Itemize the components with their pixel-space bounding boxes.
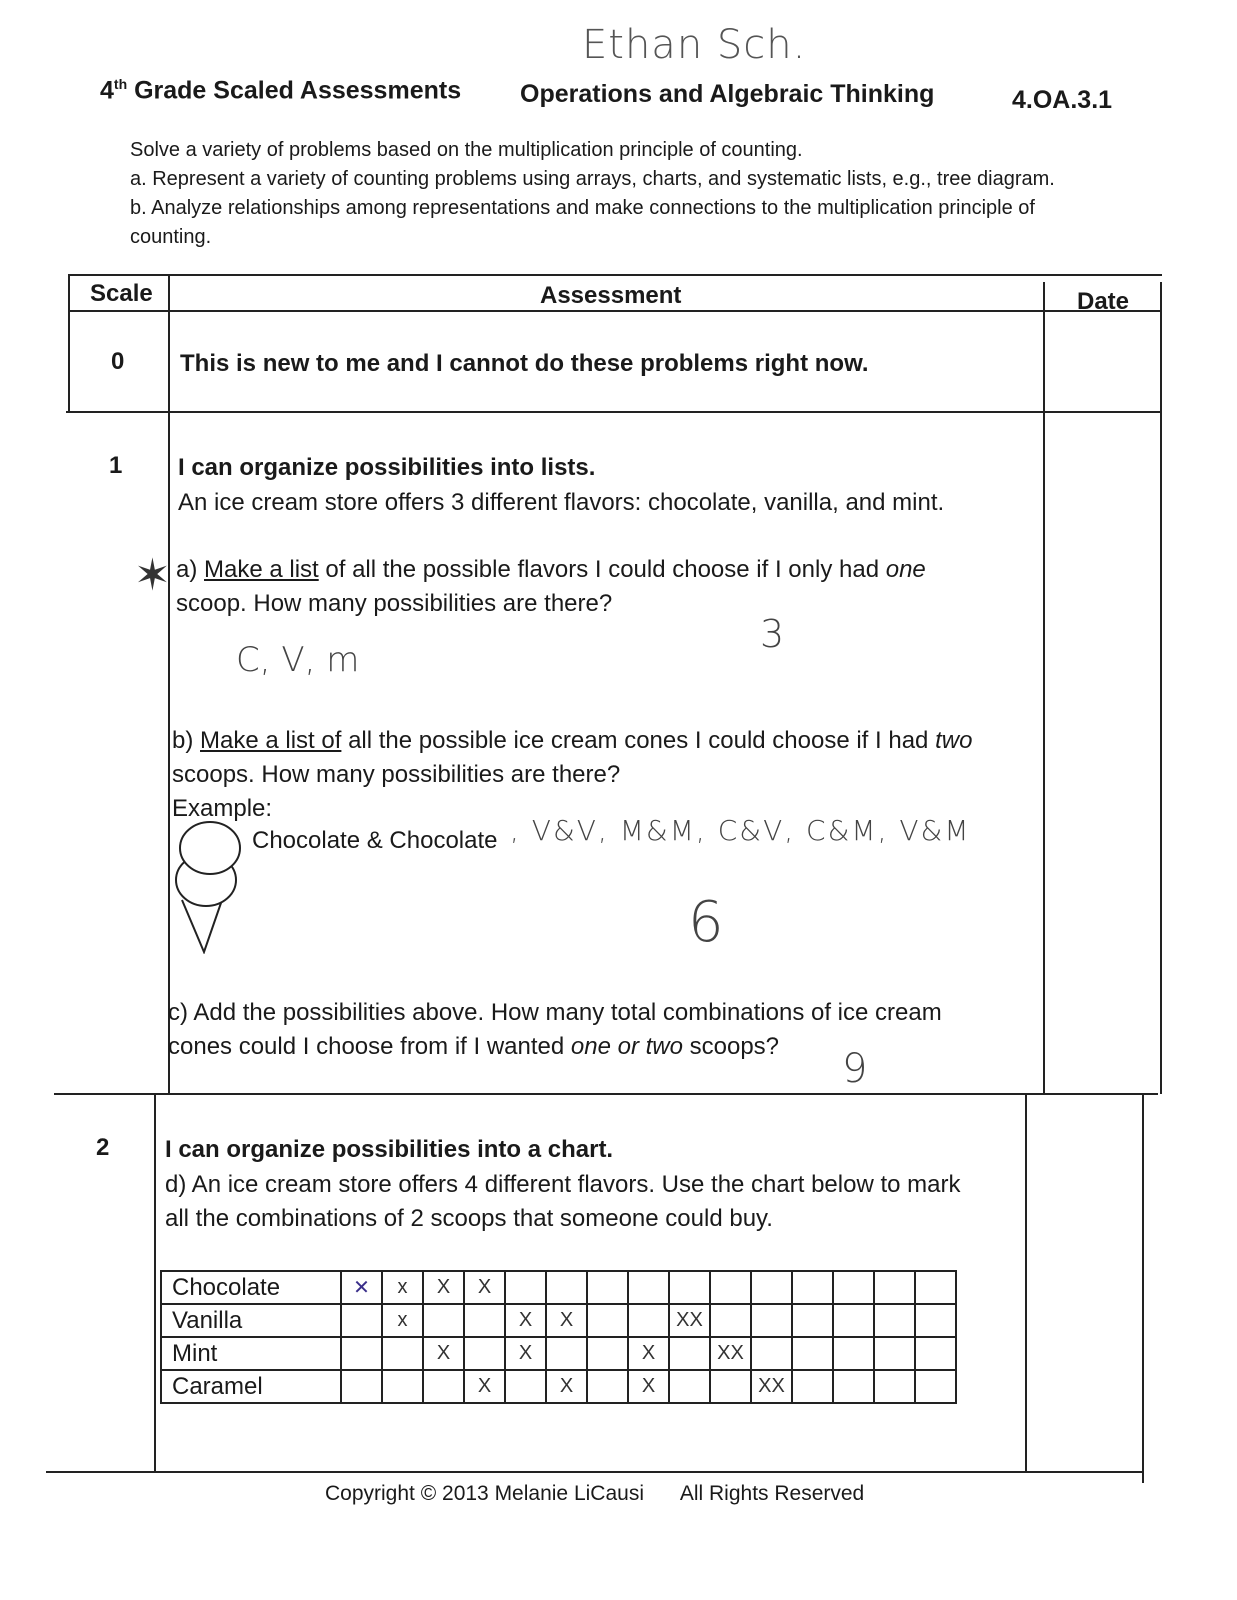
domain-title: Operations and Algebraic Thinking	[520, 80, 935, 108]
chart-row	[161, 1337, 956, 1370]
chart-cell[interactable]: XX	[710, 1337, 751, 1370]
chart-cell[interactable]	[423, 1370, 464, 1403]
chart-row	[161, 1271, 956, 1304]
header-scale: Scale	[90, 280, 153, 307]
chart-cell[interactable]	[464, 1337, 505, 1370]
chart-cell[interactable]	[341, 1304, 382, 1337]
chart-cell[interactable]	[874, 1304, 915, 1337]
chart-cell[interactable]	[915, 1304, 956, 1337]
chart-cell[interactable]	[710, 1370, 751, 1403]
chart-cell[interactable]	[546, 1337, 587, 1370]
chart-cell[interactable]: X	[423, 1337, 464, 1370]
question-d: d) An ice cream store offers 4 different flavors. Use the chart below to mark all the combinations of 2 scoops that someone could buy.	[165, 1171, 961, 1232]
chart-cell[interactable]: X	[628, 1370, 669, 1403]
example-label: Example:	[172, 795, 273, 822]
example-text: Chocolate & Chocolate	[252, 827, 498, 854]
chart-cell[interactable]	[341, 1337, 382, 1370]
chart-cell[interactable]	[833, 1271, 874, 1304]
chart-cell[interactable]	[587, 1271, 628, 1304]
rights: All Rights Reserved	[679, 1482, 865, 1505]
chart-cell[interactable]	[382, 1370, 423, 1403]
copyright: Copyright © 2013 Melanie LiCausi	[325, 1482, 644, 1505]
scale-2: 2	[96, 1134, 110, 1161]
chart-cell[interactable]	[669, 1271, 710, 1304]
chart-cell[interactable]	[751, 1271, 792, 1304]
chart-row	[161, 1304, 956, 1337]
question-b: b) Make a list of all the possible ice cream cones I could choose if I had two scoops. How many possibilities are there?	[172, 727, 973, 788]
chart-cell[interactable]: X	[505, 1337, 546, 1370]
chart-cell[interactable]	[874, 1337, 915, 1370]
grade-title: 4th Grade Scaled Assessments	[100, 76, 462, 105]
chart-cell[interactable]	[423, 1304, 464, 1337]
star-icon: ✶	[134, 550, 171, 601]
standard-description	[130, 136, 1070, 252]
chart-cell[interactable]	[505, 1271, 546, 1304]
chart-cell[interactable]: X	[464, 1370, 505, 1403]
chart-cell[interactable]	[792, 1337, 833, 1370]
chart-cell[interactable]	[874, 1271, 915, 1304]
header-date: Date	[1077, 288, 1130, 315]
chart-cell[interactable]	[915, 1271, 956, 1304]
level1-title: I can organize possibilities into lists.	[178, 454, 596, 481]
answer-c: 9	[842, 1046, 868, 1092]
chart-cell[interactable]	[628, 1271, 669, 1304]
chart-cell[interactable]	[587, 1337, 628, 1370]
scale-0: 0	[111, 348, 125, 375]
chart-cell[interactable]: X	[546, 1370, 587, 1403]
chart-cell[interactable]	[628, 1304, 669, 1337]
standard-part-a: a. Represent a variety of counting problems using arrays, charts, and systematic lists, e.g., tree diagram.	[130, 168, 1055, 190]
chart-cell[interactable]	[710, 1304, 751, 1337]
chart-cell[interactable]	[751, 1304, 792, 1337]
chart-flavor-label: Caramel	[161, 1370, 341, 1403]
chart-cell[interactable]	[833, 1304, 874, 1337]
standard-part-b: b. Analyze relationships among representations and make connections to the multiplication principle of counting.	[130, 197, 1035, 248]
chart-row	[161, 1370, 956, 1403]
question-c: c) Add the possibilities above. How many total combinations of ice cream cones could I choose from if I wanted one or two scoops?	[168, 999, 942, 1060]
chart-cell[interactable]	[833, 1337, 874, 1370]
question-a: a) Make a list of all the possible flavors I could choose if I only had one scoop. How many possibilities are there?	[176, 556, 926, 617]
chart-cell[interactable]: X	[423, 1271, 464, 1304]
flavor-chart	[160, 1270, 957, 1404]
scale-1: 1	[109, 452, 123, 479]
chart-cell[interactable]	[751, 1337, 792, 1370]
answer-a-count: 3	[760, 612, 785, 656]
chart-cell[interactable]	[915, 1337, 956, 1370]
chart-cell[interactable]: x	[382, 1271, 423, 1304]
ice-cream-cone-icon	[170, 818, 250, 954]
chart-cell[interactable]: XX	[669, 1304, 710, 1337]
chart-cell[interactable]	[669, 1337, 710, 1370]
chart-cell[interactable]: XX	[751, 1370, 792, 1403]
answer-a-list: C, V, m	[236, 640, 360, 680]
chart-cell[interactable]	[546, 1271, 587, 1304]
standard-line1: Solve a variety of problems based on the multiplication principle of counting.	[130, 139, 803, 161]
footer	[325, 1482, 864, 1506]
chart-cell[interactable]	[874, 1370, 915, 1403]
chart-cell[interactable]	[341, 1370, 382, 1403]
chart-cell[interactable]	[710, 1271, 751, 1304]
chart-cell[interactable]: X	[505, 1304, 546, 1337]
chart-cell[interactable]: X	[546, 1304, 587, 1337]
chart-cell[interactable]	[792, 1370, 833, 1403]
chart-cell[interactable]: X	[464, 1271, 505, 1304]
chart-cell[interactable]: x	[382, 1304, 423, 1337]
standard-code: 4.OA.3.1	[1012, 86, 1113, 114]
answer-b-count: 6	[688, 890, 724, 955]
chart-cell[interactable]	[382, 1337, 423, 1370]
answer-b-list: , V&V, M&M, C&V, C&M, V&M	[510, 814, 971, 847]
chart-cell[interactable]	[669, 1370, 710, 1403]
chart-cell[interactable]	[792, 1304, 833, 1337]
level2-title: I can organize possibilities into a chart.	[165, 1136, 614, 1163]
chart-cell[interactable]: ✕	[341, 1271, 382, 1304]
level1-intro: An ice cream store offers 3 different flavors: chocolate, vanilla, and mint.	[178, 489, 945, 516]
chart-flavor-label: Mint	[161, 1337, 341, 1370]
chart-cell[interactable]	[505, 1370, 546, 1403]
chart-flavor-label: Chocolate	[161, 1271, 341, 1304]
chart-cell[interactable]	[587, 1370, 628, 1403]
chart-cell[interactable]	[792, 1271, 833, 1304]
chart-flavor-label: Vanilla	[161, 1304, 341, 1337]
level0-text: This is new to me and I cannot do these problems right now.	[180, 350, 869, 377]
student-name: Ethan Sch.	[582, 22, 807, 68]
header-assessment: Assessment	[540, 282, 682, 309]
chart-cell[interactable]: X	[628, 1337, 669, 1370]
chart-cell[interactable]	[833, 1370, 874, 1403]
chart-cell[interactable]	[915, 1370, 956, 1403]
chart-cell[interactable]	[587, 1304, 628, 1337]
chart-cell[interactable]	[464, 1304, 505, 1337]
